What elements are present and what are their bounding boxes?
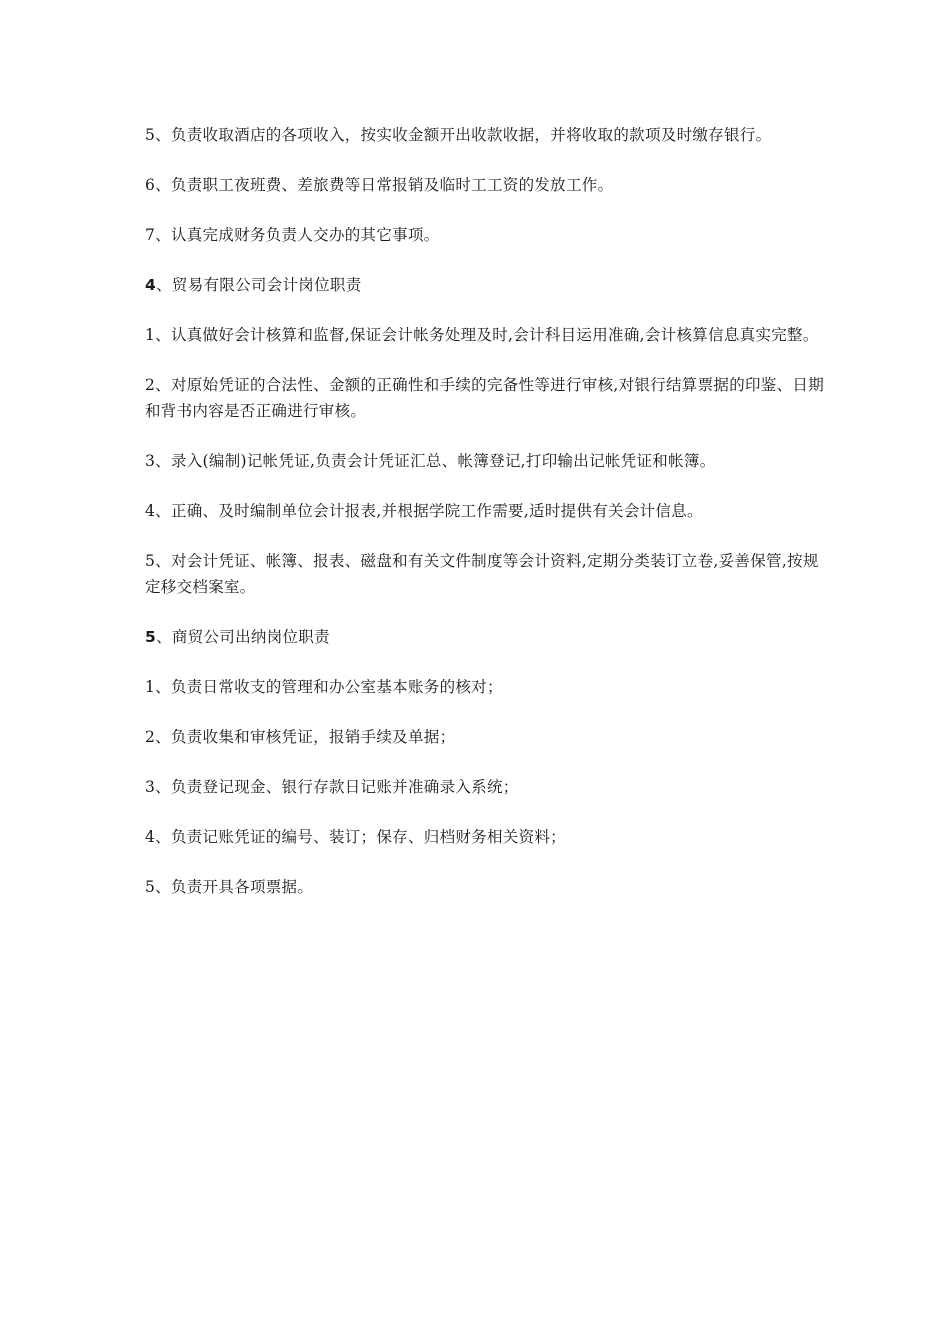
paragraph-a-7: 7、认真完成财务负责人交办的其它事项。 — [145, 226, 440, 244]
section-5-item-3: 3、负责登记现金、银行存款日记账并准确录入系统； — [145, 778, 519, 796]
paragraph-a-5: 5、负责收取酒店的各项收入，按实收金额开出收款收据，并将收取的款项及时缴存银行。 — [145, 126, 772, 144]
document-page — [145, 122, 825, 924]
section-4-title: 、贸易有限公司会计岗位职责 — [156, 276, 362, 294]
section-5-item-1: 1、负责日常收支的管理和办公室基本账务的核对； — [145, 678, 503, 696]
section-4-heading — [145, 272, 825, 298]
section-5-title: 、商贸公司出纳岗位职责 — [156, 628, 330, 646]
section-4-item-1: 1、认真做好会计核算和监督,保证会计帐务处理及时,会计科目运用准确,会计核算信息真实完整。 — [145, 326, 819, 344]
section-5-item-4: 4、负责记账凭证的编号、装订；保存、归档财务相关资料； — [145, 828, 566, 846]
section-5-heading — [145, 624, 825, 650]
section-4-item-3: 3、录入(编制)记帐凭证,负责会计凭证汇总、帐簿登记,打印输出记帐凭证和帐簿。 — [145, 452, 716, 470]
section-4-item-4: 4、正确、及时编制单位会计报表,并根据学院工作需要,适时提供有关会计信息。 — [145, 502, 703, 520]
section-5-item-5: 5、负责开具各项票据。 — [145, 878, 314, 896]
section-4-item-5: 5、对会计凭证、帐簿、报表、磁盘和有关文件制度等会计资料,定期分类装订立卷,妥善保管,按规定移交档案室。 — [145, 552, 819, 596]
section-4-number: 4 — [145, 276, 157, 294]
paragraph-a-6: 6、负责职工夜班费、差旅费等日常报销及临时工工资的发放工作。 — [145, 176, 614, 194]
section-5-number: 5 — [145, 628, 157, 646]
section-4-item-2: 2、对原始凭证的合法性、金额的正确性和手续的完备性等进行审核,对银行结算票据的印鉴、日期和背书内容是否正确进行审核。 — [145, 376, 824, 420]
section-5-item-2: 2、负责收集和审核凭证，报销手续及单据； — [145, 728, 456, 746]
